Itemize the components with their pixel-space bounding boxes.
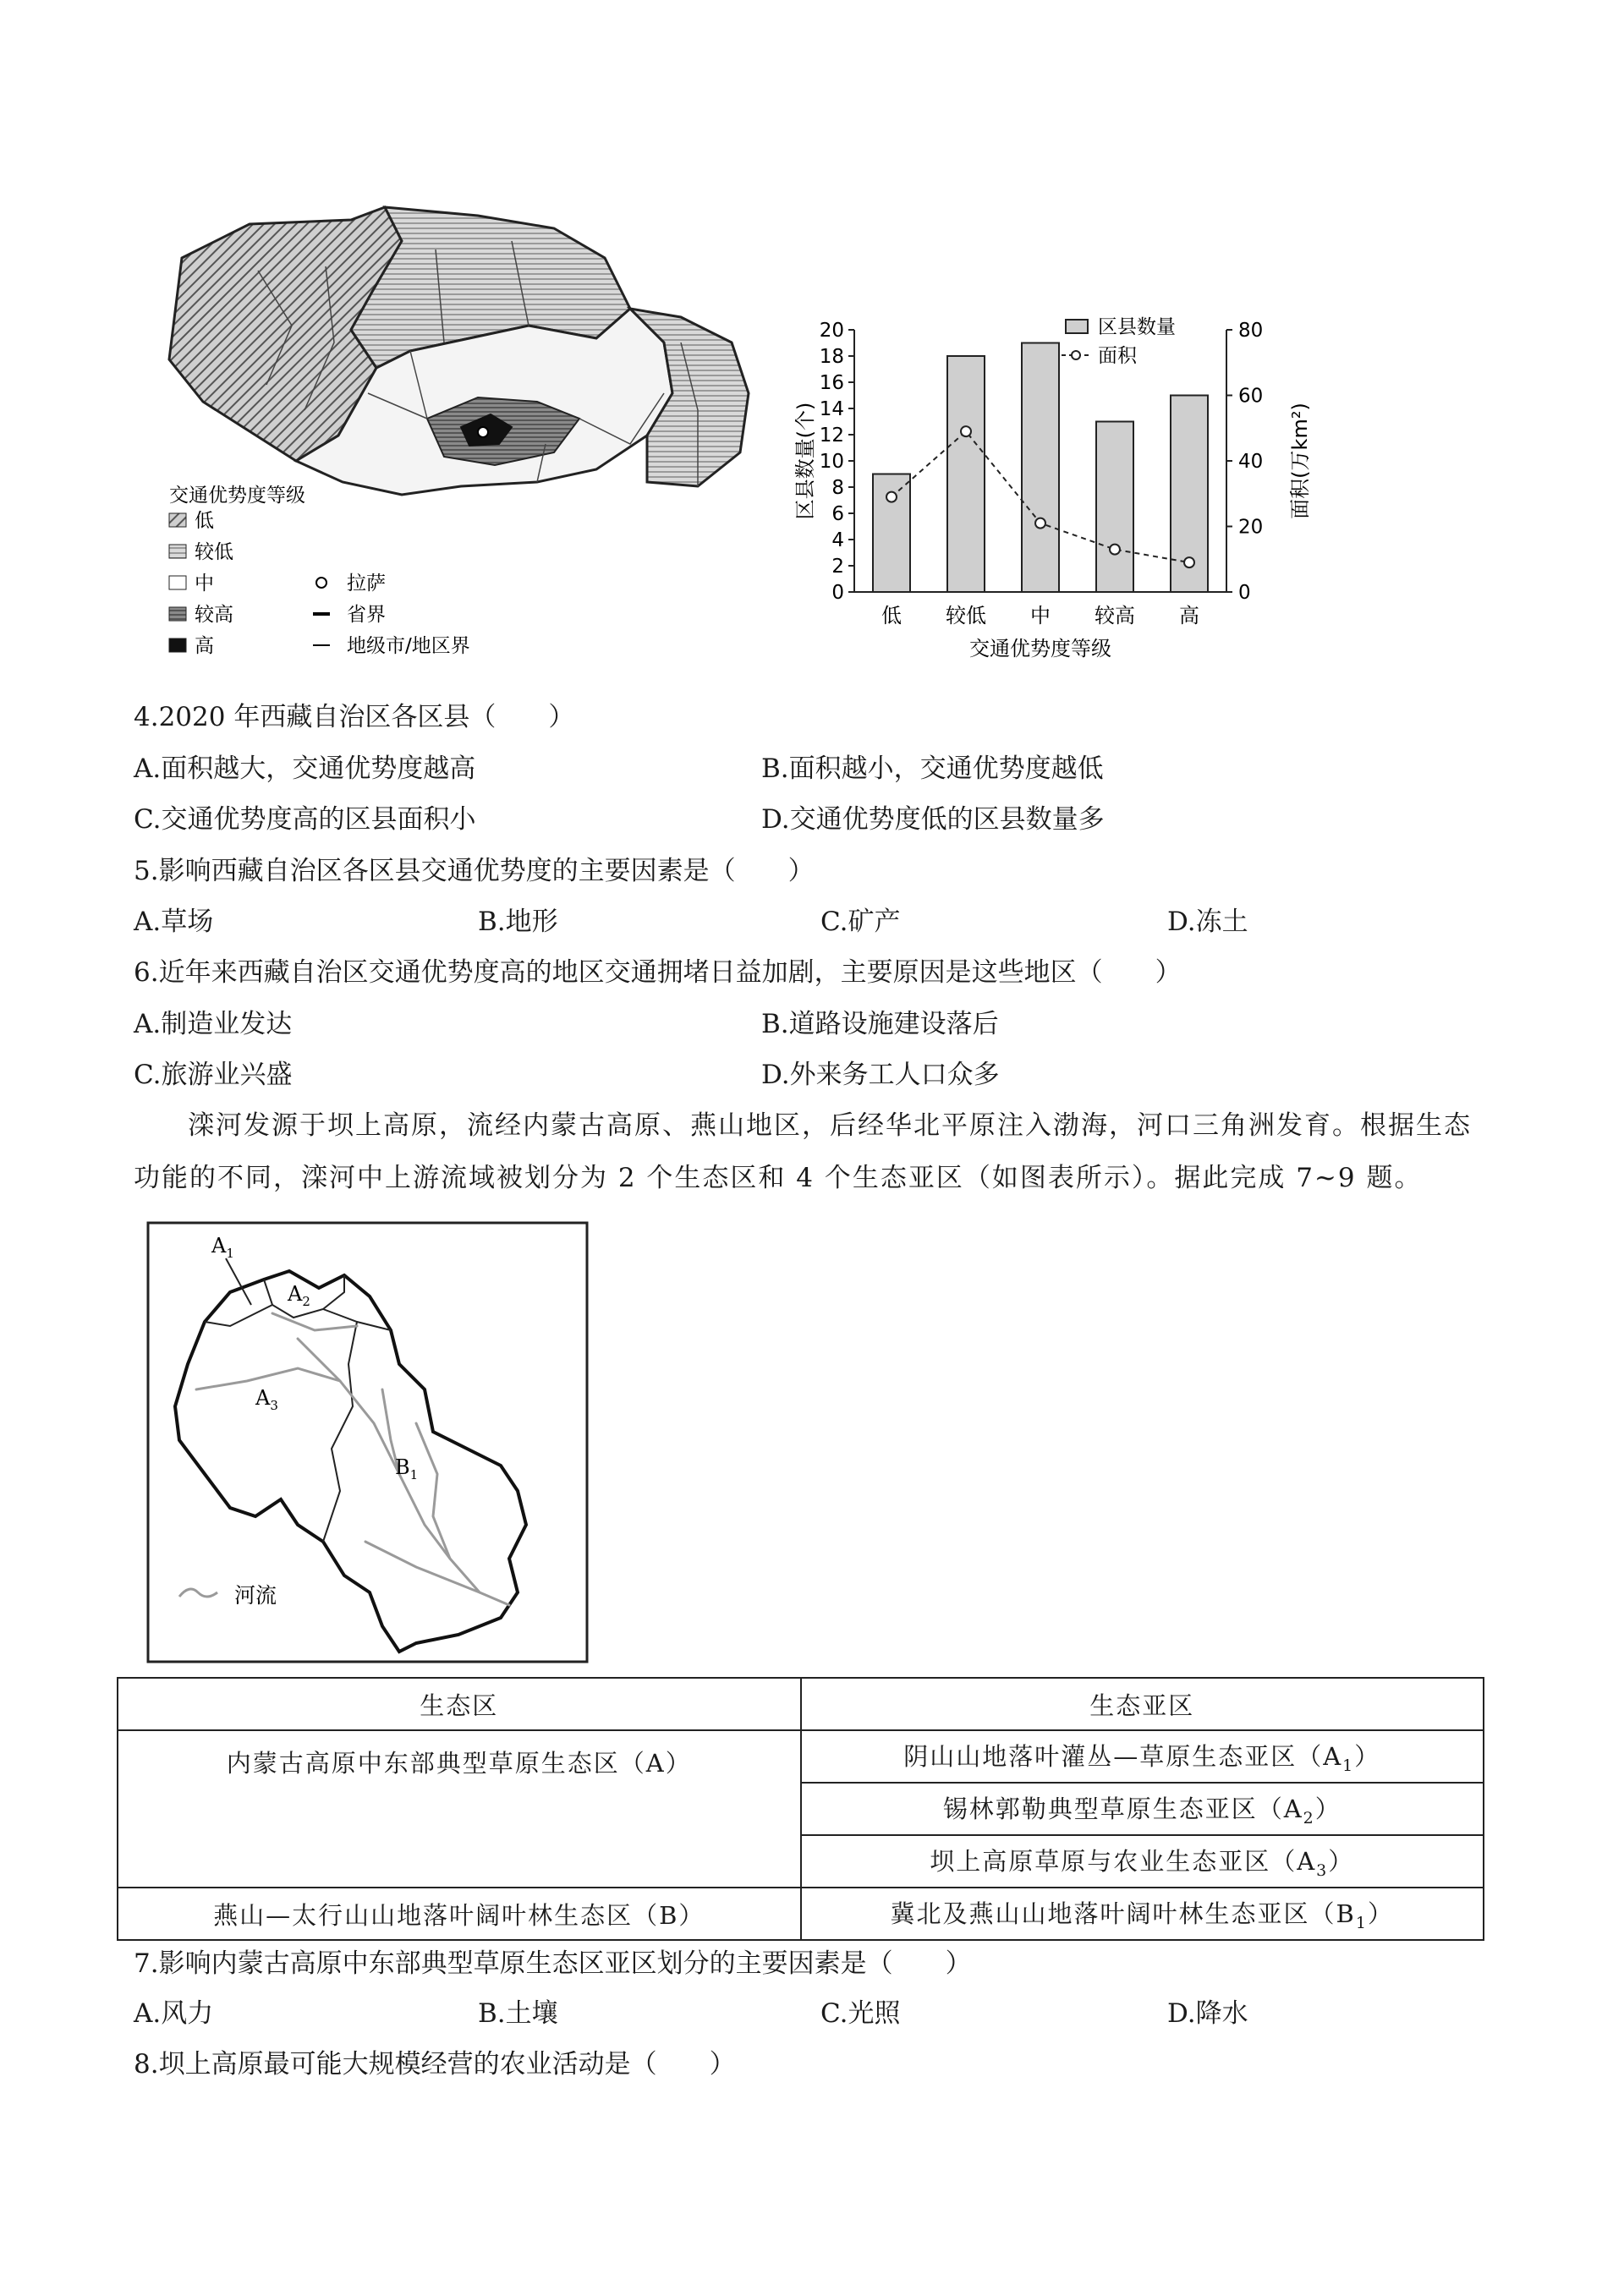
- legend-label-middle: 中: [195, 573, 214, 595]
- y-tick-label-left: 0: [831, 582, 844, 604]
- luanhe-basin-map: [145, 1220, 590, 1664]
- y-tick-label-left: 16: [819, 372, 844, 394]
- legend-label-higher: 较高: [195, 604, 233, 626]
- map1-legend-title: 交通优势度等级: [169, 485, 305, 507]
- legend-lhasa-symbol: [316, 578, 326, 588]
- legend-label-low: 低: [195, 510, 214, 532]
- y-tick-label-right: 20: [1238, 516, 1264, 539]
- bar-较高: [1096, 422, 1133, 593]
- eco-zone-table: [117, 1677, 1484, 1941]
- legend-swatch-lower: [169, 545, 186, 558]
- legend-label-prefecture: 地级市/地区界: [347, 635, 470, 657]
- legend-swatch-higher: [169, 607, 186, 621]
- legend-label-high: 高: [195, 635, 214, 657]
- zone-a: 内蒙古高原中东部典型草原生态区（A）: [118, 1730, 801, 1888]
- q5-option-d: D.冻土: [1167, 907, 1248, 937]
- x-axis-title: 交通优势度等级: [969, 637, 1111, 660]
- legend-swatch-high: [169, 638, 186, 652]
- y-tick-label-left: 6: [831, 503, 844, 525]
- river-legend-label: 河流: [234, 1583, 277, 1608]
- area-point-低: [886, 492, 897, 502]
- y-tick-label-right: 40: [1238, 451, 1264, 473]
- header-subzone: 生态亚区: [801, 1678, 1484, 1730]
- label-a3: $A_3$: [255, 1386, 278, 1413]
- traffic-chart: [787, 313, 1345, 677]
- luanhe-passage: 滦河发源于坝上高原，流经内蒙古高原、燕山地区，后经华北平原注入渤海，河口三角洲发育。根据生态功能的不同，滦河中上游流域被划分为 2 个生态区和 4 个生态亚区（如图表所示）。据此完成 7~9 题。: [134, 1110, 1472, 1193]
- label-a1: $A_1$: [211, 1234, 234, 1261]
- y-tick-label-left: 2: [831, 556, 844, 578]
- zone-b: 燕山—太行山山地落叶阔叶林生态区（B）: [118, 1888, 801, 1940]
- y-tick-label-left: 14: [819, 398, 844, 420]
- subzone-a3: 坝上高原草原与农业生态亚区$(A_3)$: [801, 1835, 1484, 1888]
- q8-stem: 8.坝上高原最可能大规模经营的农业活动是（ ）: [134, 2049, 736, 2080]
- area-point-高: [1184, 557, 1194, 567]
- q4-option-d: D.交通优势度低的区县数量多: [761, 804, 1105, 835]
- y-axis-title-right: 面积(万km²): [1288, 403, 1312, 519]
- q6-option-c: C.旅游业兴盛: [134, 1060, 293, 1090]
- q7-stem: 7.影响内蒙古高原中东部典型草原生态区亚区划分的主要因素是（ ）: [134, 1948, 972, 1979]
- q4-stem: 4.2020 年西藏自治区各区县（ ）: [134, 702, 575, 732]
- legend-swatch-low: [169, 513, 186, 527]
- y-tick-label-right: 0: [1238, 582, 1251, 604]
- lhasa-marker: [478, 427, 488, 437]
- x-tick-label: 中: [1030, 604, 1051, 627]
- q7-option-c: C.光照: [820, 1998, 901, 2029]
- label-b1: $B_1$: [395, 1455, 419, 1482]
- area-point-较高: [1110, 545, 1120, 555]
- subzone-b1: 冀北及燕山山地落叶阔叶林生态亚区$(B_1)$: [801, 1888, 1484, 1940]
- q4-option-c: C.交通优势度高的区县面积小: [134, 804, 476, 835]
- tibet-traffic-map: [156, 190, 774, 677]
- q4-option-a: A.面积越大，交通优势度越高: [134, 753, 476, 784]
- q7-option-b: B.土壤: [478, 1998, 558, 2029]
- q4-option-b: B.面积越小，交通优势度越低: [761, 753, 1104, 784]
- y-tick-label-right: 80: [1238, 320, 1264, 342]
- q5-option-a: A.草场: [134, 907, 214, 937]
- y-tick-label-left: 12: [819, 425, 844, 447]
- legend-bar-label: 区县数量: [1098, 316, 1176, 338]
- q6-option-d: D.外来务工人口众多: [761, 1060, 1000, 1090]
- q6-stem: 6.近年来西藏自治区交通优势度高的地区交通拥堵日益加剧，主要原因是这些地区（ ）: [134, 957, 1182, 988]
- q6-option-a: A.制造业发达: [134, 1009, 293, 1039]
- area-point-中: [1035, 518, 1045, 529]
- subzone-a2: 锡林郭勒典型草原生态亚区$(A_2)$: [801, 1783, 1484, 1835]
- x-tick-label: 较低: [946, 604, 986, 627]
- legend-label-province: 省界: [347, 604, 386, 626]
- y-tick-label-left: 8: [831, 477, 844, 499]
- label-a2: $A_2$: [288, 1282, 310, 1309]
- q5-option-c: C.矿产: [820, 907, 901, 937]
- area-point-较低: [961, 426, 971, 436]
- legend-bar-swatch: [1066, 320, 1088, 333]
- subzone-a1: 阴山山地落叶灌丛—草原生态亚区$(A_1)$: [801, 1730, 1484, 1783]
- y-tick-label-right: 60: [1238, 385, 1264, 408]
- legend-label-lower: 较低: [195, 541, 233, 563]
- legend-swatch-middle: [169, 576, 186, 589]
- q5-stem: 5.影响西藏自治区各区县交通优势度的主要因素是（ ）: [134, 856, 815, 886]
- y-tick-label-left: 10: [819, 451, 844, 473]
- legend-label-lhasa: 拉萨: [347, 573, 386, 595]
- x-tick-label: 较高: [1095, 604, 1135, 627]
- y-tick-label-left: 18: [819, 346, 844, 368]
- x-tick-label: 低: [881, 604, 902, 627]
- x-tick-label: 高: [1179, 604, 1199, 627]
- y-tick-label-left: 20: [819, 320, 844, 342]
- bar-中: [1022, 343, 1059, 593]
- legend-line-label: 面积: [1098, 345, 1137, 367]
- q5-option-b: B.地形: [478, 907, 558, 937]
- q6-option-b: B.道路设施建设落后: [761, 1009, 999, 1039]
- legend-line-marker: [1072, 351, 1080, 359]
- y-axis-title-left: 区县数量(个): [793, 402, 817, 520]
- bar-较低: [947, 356, 985, 592]
- map1-legend-items: [169, 510, 470, 657]
- header-zone: 生态区: [118, 1678, 801, 1730]
- y-tick-label-left: 4: [831, 529, 844, 551]
- q7-option-a: A.风力: [134, 1998, 214, 2029]
- q7-option-d: D.降水: [1167, 1998, 1248, 2029]
